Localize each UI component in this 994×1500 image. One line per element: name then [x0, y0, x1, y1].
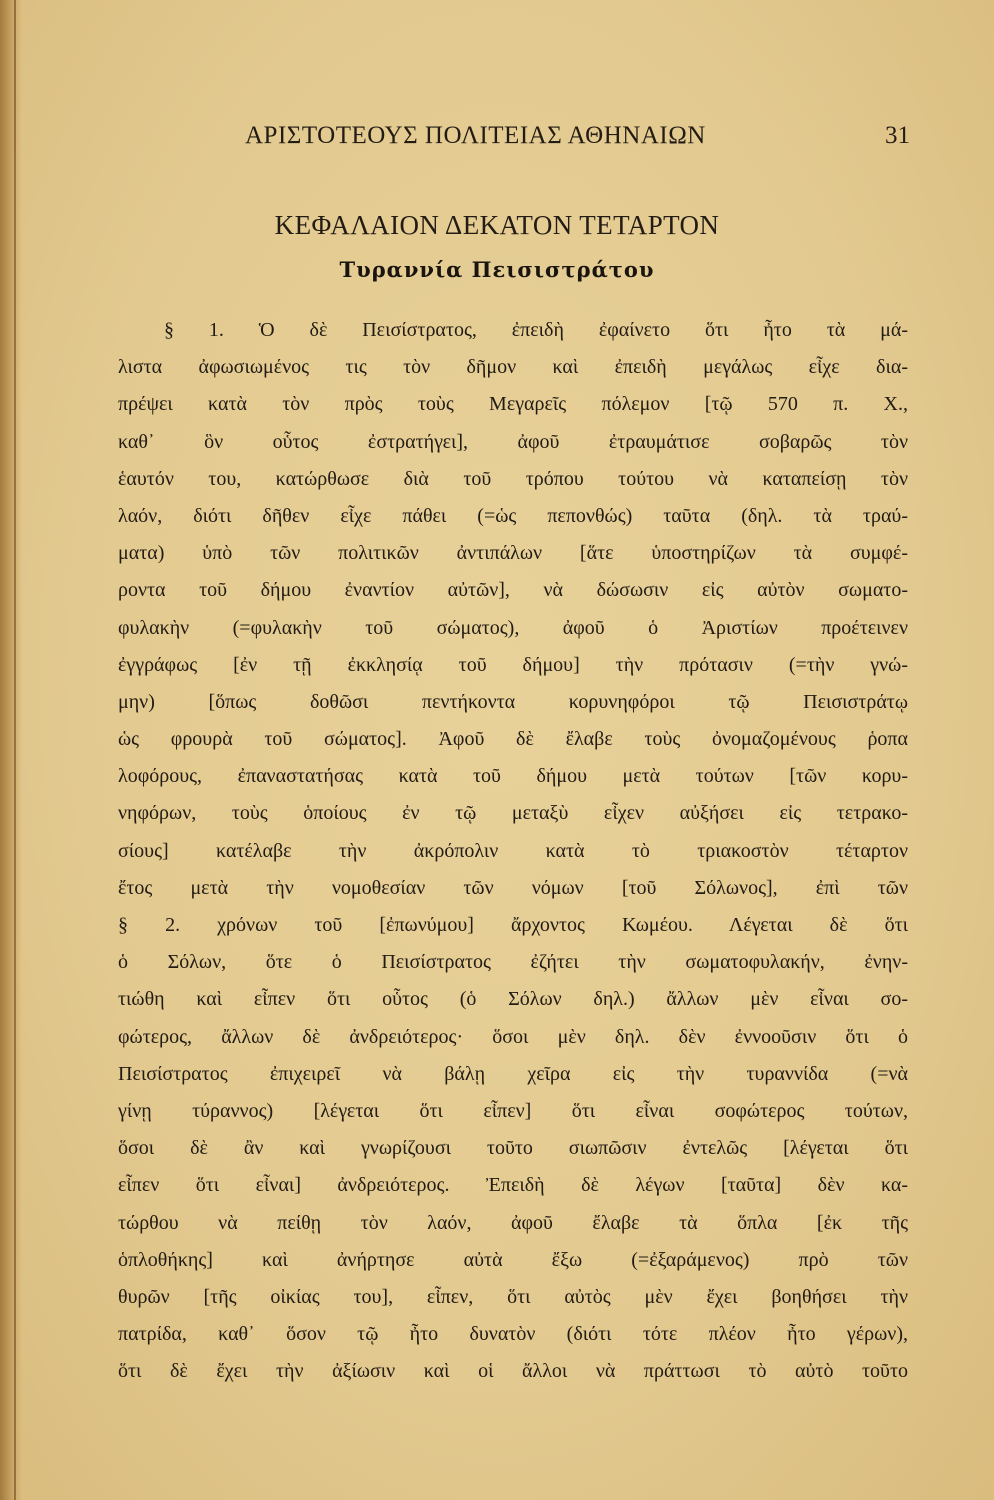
text-line: ὅσοι δὲ ἂν καὶ γνωρίζουσι τοῦτο σιωπῶσιν ἐντελῶς [λέγεται ὅτι [118, 1137, 908, 1160]
body-text [118, 312, 908, 1390]
text-line: ὁ Σόλων, ὅτε ὁ Πεισίστρατος ἐζήτει τὴν σωματοφυλακήν, ἐνην- [118, 951, 908, 974]
text-line: γίνῃ τύραννος) [λέγεται ὅτι εἶπεν] ὅτι εἶναι σοφώτερος τούτων, [118, 1099, 908, 1122]
text-line: πατρίδα, καθ᾽ ὅσον τῷ ἦτο δυνατὸν (διότι τότε πλέον ἦτο γέρων), [118, 1323, 908, 1346]
text-line: θυρῶν [τῆς οἰκίας του], εἶπεν, ὅτι αὐτὸς μὲν ἔχει βοηθήσει τὴν [118, 1285, 908, 1308]
text-line: § 2. χρόνων τοῦ [ἐπωνύμου] ἄρχοντος Κωμέου. Λέγεται δὲ ὅτι [118, 914, 908, 936]
page-header [120, 122, 910, 162]
text-line: § 1. Ὁ δὲ Πεισίστρατος, ἐπειδὴ ἐφαίνετο ὅτι ἦτο τὰ μά- [164, 319, 908, 341]
text-line: τιώθη καὶ εἶπεν ὅτι οὗτος (ὁ Σόλων δηλ.) ἄλλων μὲν εἶναι σο- [118, 988, 908, 1011]
text-line: φυλακὴν (=φυλακὴν τοῦ σώματος), ἀφοῦ ὁ Ἀριστίων προέτεινεν [118, 616, 908, 639]
running-title: ΑΡΙΣΤΟΤΕΟΥΣ ΠΟΛΙΤΕΙΑΣ ΑΘΗΝΑΙΩΝ [245, 122, 706, 149]
text-line: νηφόρων, τοὺς ὁποίους ἐν τῷ μεταξὺ εἶχεν αὐξήσει εἰς τετρακο- [118, 802, 908, 825]
chapter-subtitle: Τυραννία Πεισιστράτου [339, 257, 655, 282]
text-line: λοφόρους, ἐπαναστατήσας κατὰ τοῦ δήμου μετὰ τούτων [τῶν κορυ- [118, 765, 908, 788]
text-line: ἔτος μετὰ τὴν νομοθεσίαν τῶν νόμων [τοῦ Σόλωνος], ἐπὶ τῶν [118, 876, 908, 899]
page-number: 31 [885, 122, 910, 149]
chapter-title: ΚΕΦΑΛΑΙΟΝ ΔΕΚΑΤΟΝ ΤΕΤΑΡΤΟΝ [274, 210, 720, 240]
text-line: ματα) ὑπὸ τῶν πολιτικῶν ἀντιπάλων [ἅτε ὑποστηρίζων τὰ συμφέ- [118, 542, 908, 565]
text-line: λαόν, διότι δῆθεν εἶχε πάθει (=ὡς πεπονθώς) ταῦτα (δηλ. τὰ τραύ- [118, 504, 908, 527]
text-line: εἶπεν ὅτι εἶναι] ἀνδρειότερος. Ἐπειδὴ δὲ λέγων [ταῦτα] δὲν κα- [118, 1174, 908, 1197]
text-line: λιστα ἀφωσιωμένος τις τὸν δῆμον καὶ ἐπειδὴ μεγάλως εἶχε δια- [118, 356, 908, 379]
text-line: σίους] κατέλαβε τὴν ἀκρόπολιν κατὰ τὸ τριακοστὸν τέταρτον [118, 839, 908, 862]
text-line: ὅτι δὲ ἔχει τὴν ἀξίωσιν καὶ οἱ ἄλλοι νὰ πράττωσι τὸ αὐτὸ τοῦτο [118, 1360, 908, 1383]
text-line: πρέψει κατὰ τὸν πρὸς τοὺς Μεγαρεῖς πόλεμον [τῷ 570 π. Χ., [118, 393, 908, 416]
text-line: φώτερος, ἄλλων δὲ ἀνδρειότερος· ὅσοι μὲν δηλ. δὲν ἐννοοῦσιν ὅτι ὁ [118, 1025, 908, 1048]
text-line: καθ᾽ ὃν οὗτος ἐστρατήγει], ἀφοῦ ἐτραυμάτισε σοβαρῶς τὸν [118, 430, 908, 453]
text-line: μην) [ὅπως δοθῶσι πεντήκοντα κορυνηφόροι τῷ Πεισιστράτῳ [118, 690, 908, 713]
text-line: ἑαυτόν του, κατώρθωσε διὰ τοῦ τρόπου τούτου νὰ καταπείσῃ τὸν [118, 467, 908, 490]
text-line: ὡς φρουρὰ τοῦ σώματος]. Ἀφοῦ δὲ ἔλαβε τοὺς ὀνομαζομένους ῥοπα [118, 728, 908, 751]
text-line: ὁπλοθήκης] καὶ ἀνήρτησε αὐτὰ ἔξω (=ἐξαράμενος) πρὸ τῶν [118, 1248, 908, 1271]
text-line: τώρθου νὰ πείθῃ τὸν λαόν, ἀφοῦ ἔλαβε τὰ ὅπλα [ἐκ τῆς [118, 1211, 908, 1234]
text-line: ροντα τοῦ δήμου ἐναντίον αὐτῶν], νὰ δώσωσιν εἰς αὐτὸν σωματο- [118, 579, 908, 602]
text-line: Πεισίστρατος ἐπιχειρεῖ νὰ βάλῃ χεῖρα εἰς τὴν τυραννίδα (=νὰ [118, 1062, 908, 1085]
text-line: ἐγγράφως [ἐν τῇ ἐκκλησίᾳ τοῦ δήμου] τὴν πρότασιν (=τὴν γνώ- [118, 653, 908, 676]
